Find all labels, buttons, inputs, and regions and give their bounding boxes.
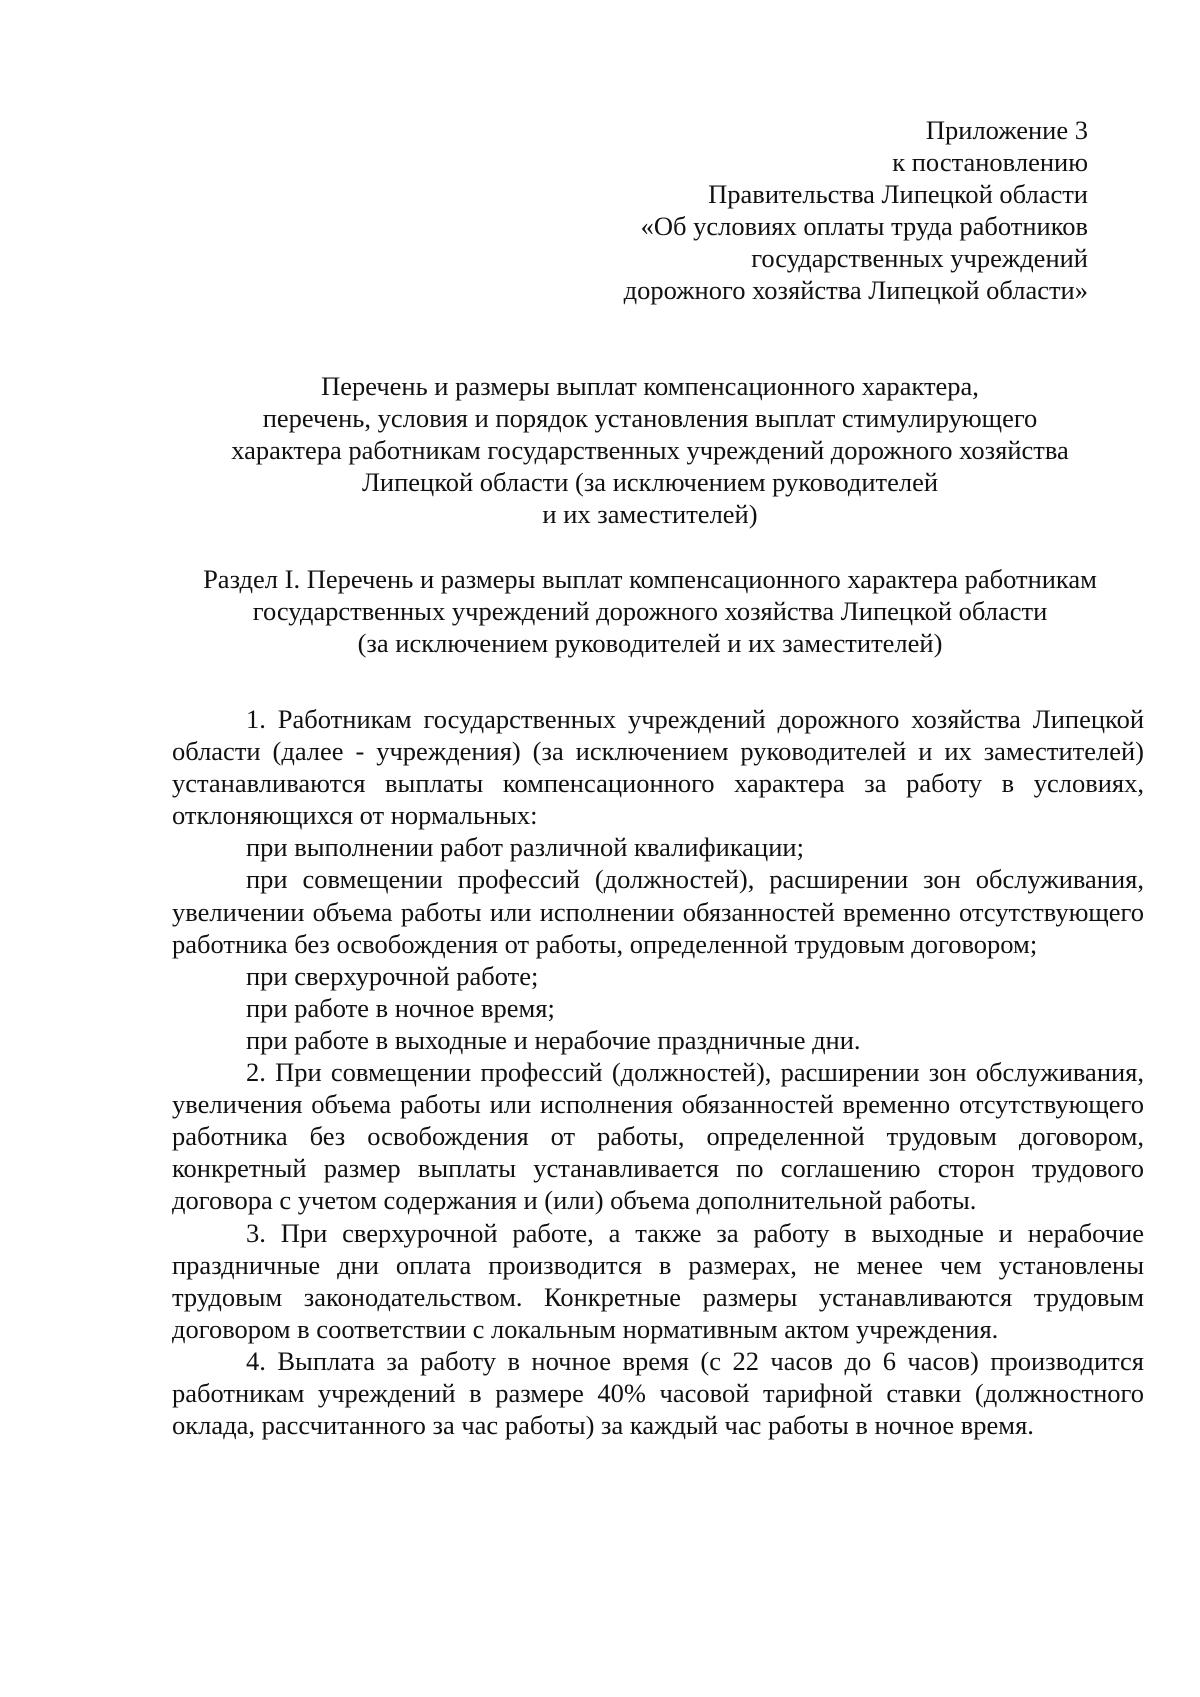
appendix-header-line: «Об условиях оплаты труда работников [640, 211, 1088, 241]
document-title-line: и их заместителей) [542, 499, 758, 529]
appendix-header-line: Приложение 3 [925, 115, 1088, 145]
section-heading-line: (за исключением руководителей и их заместителей) [357, 628, 943, 658]
paragraph-1: 1. Работникам государственных учреждений дорожного хозяйства Липецкой области (далее - учреждения) (за исключением руководителей и их заместителей) устанавливаются выплаты компенсационного характера за работу в условиях, отклоняющихся от нормальных: [172, 704, 1144, 831]
list-item: при выполнении работ различной квалификации; [246, 832, 804, 863]
list-item: при совмещении профессий (должностей), расширении зон обслуживания, увеличении объема работы или исполнении обязанностей временно отсутствующего работника без освобождения от работы, определенной трудовым договором; [172, 864, 1144, 959]
appendix-header [468, 114, 1088, 306]
appendix-header-line: к постановлению [892, 147, 1088, 177]
document-title [170, 370, 1130, 530]
list-item: при сверхурочной работе; [246, 960, 539, 991]
paragraph-3: 3. При сверхурочной работе, а также за работу в выходные и нерабочие праздничные дни оплата производится в размерах, не менее чем установлены трудовым законодательством. Конкретные размеры устанавливаются трудовым договором в соответствии с локальным нормативным актом учреждения. [172, 1217, 1144, 1344]
list-item: при работе в выходные и нерабочие праздничные дни. [246, 1024, 861, 1055]
document-body [172, 703, 1144, 1441]
document-title-line: Липецкой области (за исключением руководителей [361, 467, 939, 497]
paragraph-4: 4. Выплата за работу в ночное время (с 22 часов до 6 часов) производится работникам учреждений в размере 40% часовой тарифной ставки (должностного оклада, рассчитанного за час работы) за каждый час работы в ночное время. [172, 1345, 1144, 1441]
document-title-line: перечень, условия и порядок установления выплат стимулирующего [262, 403, 1038, 433]
section-heading [150, 563, 1150, 659]
appendix-header-line: государственных учреждений [751, 243, 1088, 273]
section-heading-line: Раздел I. Перечень и размеры выплат компенсационного характера работникам [203, 564, 1097, 594]
section-heading-line: государственных учреждений дорожного хозяйства Липецкой области [252, 596, 1048, 626]
appendix-header-line: дорожного хозяйства Липецкой области» [623, 275, 1088, 305]
appendix-header-line: Правительства Липецкой области [708, 179, 1088, 209]
document-title-line: характера работникам государственных учреждений дорожного хозяйства [231, 435, 1069, 465]
document-title-line: Перечень и размеры выплат компенсационного характера, [321, 371, 979, 401]
paragraph-2: 2. При совмещении профессий (должностей), расширении зон обслуживания, увеличения объема работы или исполнения обязанностей временно отсутствующего работника без освобождения от работы, определенной трудовым договором, конкретный размер выплаты устанавливается по соглашению сторон трудового договора с учетом содержания и (или) объема дополнительной работы. [172, 1057, 1144, 1216]
list-item: при работе в ночное время; [246, 992, 555, 1023]
